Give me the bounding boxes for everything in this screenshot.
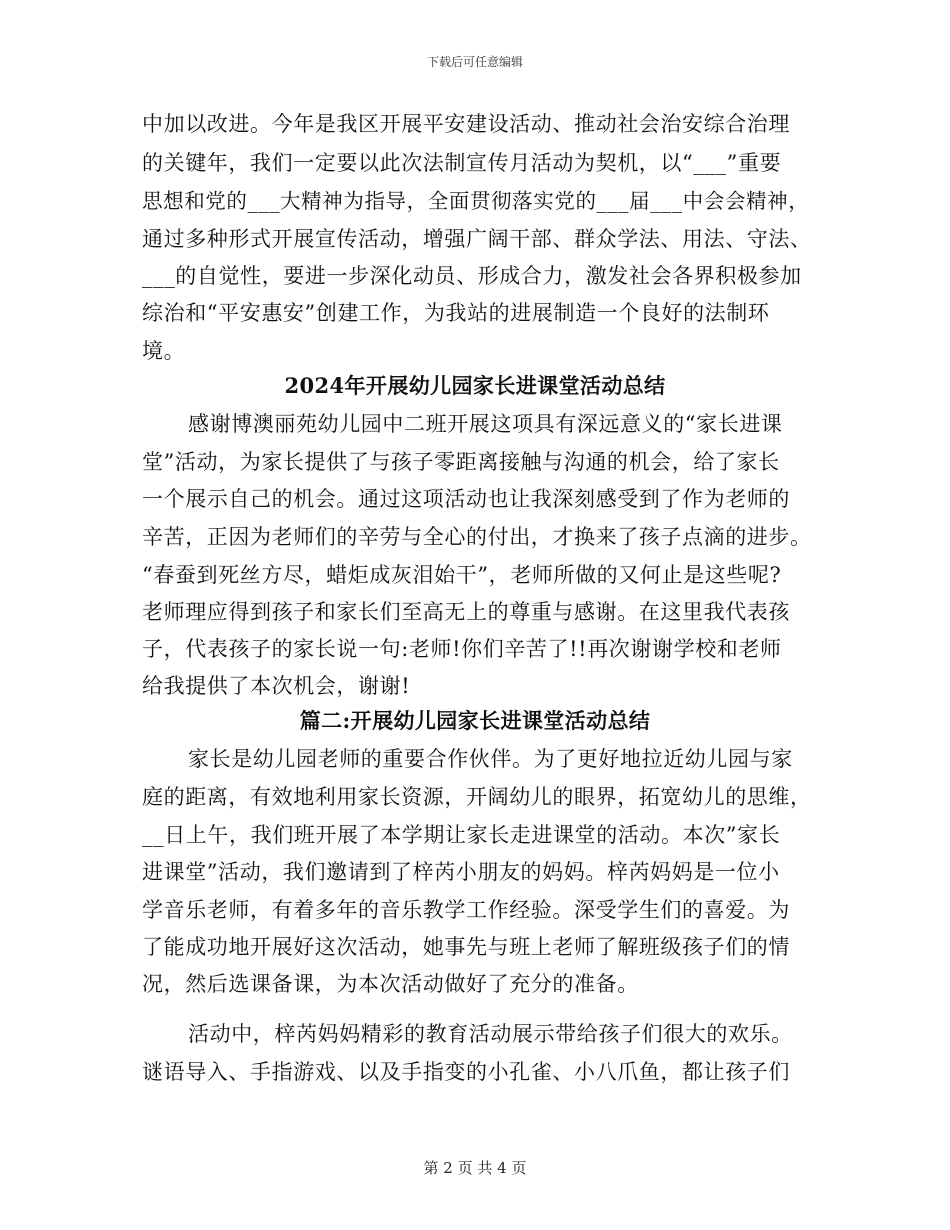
paragraph-line: 活动中，梓芮妈妈精彩的教育活动展示带给孩子们很大的欢乐。	[188, 1022, 793, 1046]
paragraph-line: 思想和党的___大精神为指导，全面贯彻落实党的___届___中会会精神，	[142, 189, 810, 213]
paragraph-line: “春蚕到死丝方尽，蜡炬成灰泪始干”，老师所做的又何止是这些呢?	[142, 563, 782, 587]
paragraph-line: 的关键年，我们一定要以此次法制宣传月活动为契机，以“___”重要	[142, 151, 782, 175]
paragraph-line: 一个展示自己的机会。通过这项活动也让我深刻感受到了作为老师的	[142, 487, 790, 511]
paragraph-line: 子，代表孩子的家长说一句:老师!你们辛苦了!!再次谢谢学校和老师	[142, 637, 782, 661]
paragraph-line: ___的自觉性，要进一步深化动员、形成合力，激发社会各界积极参加	[142, 264, 802, 288]
paragraph-line: 感谢博澳丽苑幼儿园中二班开展这项具有深远意义的“家长进课	[188, 412, 783, 436]
paragraph-line: 境。	[142, 339, 186, 363]
paragraph-line: __日上午，我们班开展了本学期让家长走进课堂的活动。本次”家长	[142, 823, 781, 847]
page-number: 第 2 页 共 4 页	[423, 1159, 527, 1177]
paragraph-line: 给我提供了本次机会，谢谢!	[142, 674, 411, 698]
paragraph-line: 通过多种形式开展宣传活动，增强广阔干部、群众学法、用法、守法、	[142, 227, 812, 251]
paragraph-line: 庭的距离，有效地利用家长资源，开阔幼儿的眼界，拓宽幼儿的思维，	[142, 785, 812, 809]
section-heading: 篇二:开展幼儿园家长进课堂活动总结	[299, 708, 651, 733]
paragraph-line: 老师理应得到孩子和家长们至高无上的尊重与感谢。在这里我代表孩	[142, 600, 790, 624]
paragraph-line: 家长是幼儿园老师的重要合作伙伴。为了更好地拉近幼儿园与家	[188, 747, 793, 771]
paragraph-line: 了能成功地开展好这次活动，她事先与班上老师了解班级孩子们的情	[142, 935, 790, 959]
paragraph-line: 况，然后选课备课，为本次活动做好了充分的准备。	[142, 972, 639, 996]
paragraph-line: 堂”活动，为家长提供了与孩子零距离接触与沟通的机会，给了家长	[142, 450, 780, 474]
section-heading: 2024年开展幼儿园家长进课堂活动总结	[284, 373, 666, 398]
paragraph-line: 进课堂”活动，我们邀请到了梓芮小朋友的妈妈。梓芮妈妈是一位小	[142, 860, 780, 884]
page-header: 下载后可任意编辑	[426, 55, 523, 69]
paragraph-line: 中加以改进。今年是我区开展平安建设活动、推动社会治安综合治理	[142, 112, 790, 136]
paragraph-line: 谜语导入、手指游戏、以及手指变的小孔雀、小八爪鱼，都让孩子们	[142, 1060, 790, 1084]
paragraph-line: 辛苦，正因为老师们的辛劳与全心的付出，才换来了孩子点滴的进步。	[142, 525, 812, 549]
paragraph-line: 综治和“平安惠安”创建工作，为我站的进展制造一个良好的法制环	[142, 301, 770, 325]
paragraph-line: 学音乐老师，有着多年的音乐教学工作经验。深受学生们的喜爱。为	[142, 898, 790, 922]
